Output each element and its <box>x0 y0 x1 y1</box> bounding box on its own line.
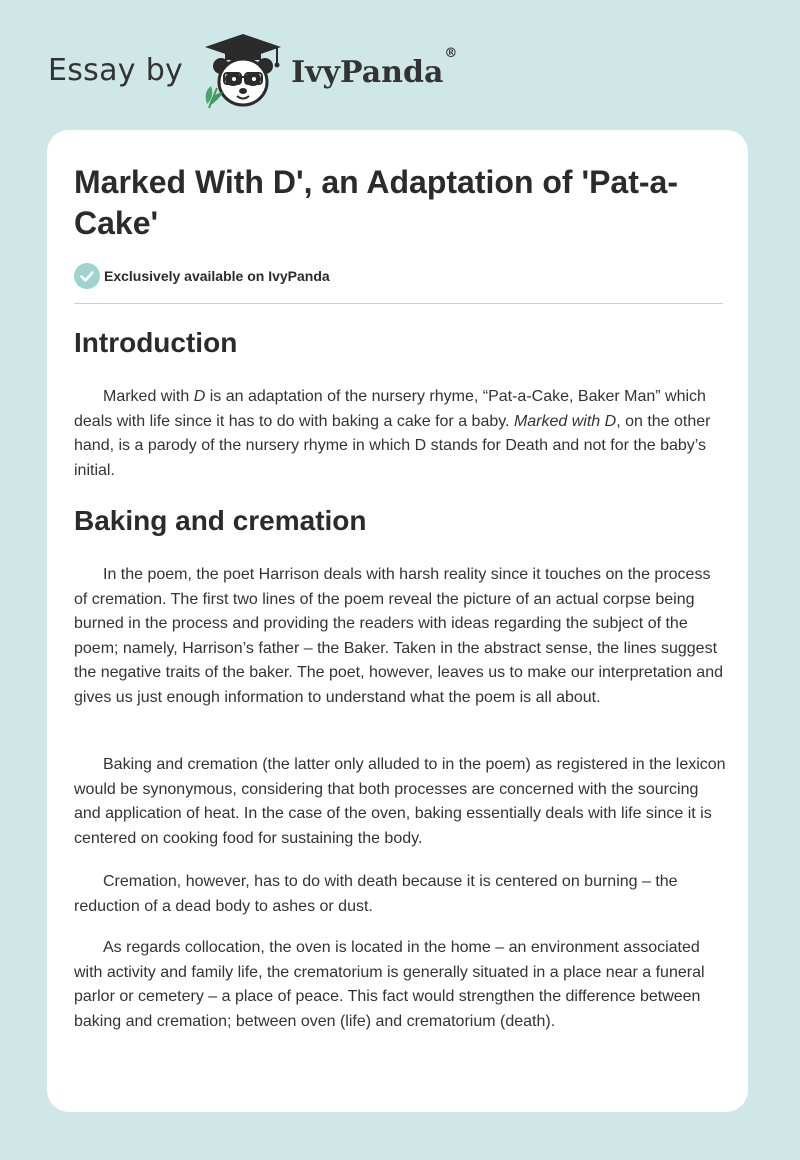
paragraph: Cremation, however, has to do with death because it is centered on burning – the reduction of a dead body to ashes or dust. <box>74 873 678 915</box>
page-title: Marked With D', an Adaptation of 'Pat-a-Cake' <box>74 164 678 241</box>
paragraph: Baking and cremation (the latter only alluded to in the poem) as registered in the lexicon would be synonymous, considering that both processes are concerned with the sourcing and application of heat. In the case of the oven, baking essentially deals with life since it is centered on cooking food for sustaining the body. <box>74 756 726 847</box>
check-circle-icon <box>74 263 100 289</box>
essay-by-label: Essay by <box>48 52 184 88</box>
paragraph: As regards collocation, the oven is located in the home – an environment associated with activity and family life, the crematorium is generally situated in a place near a funeral parlor or cemetery – a place of peace. This fact would strengthen the difference between baking and cremation; between oven (life) and crematorium (death). <box>74 939 705 1030</box>
paragraph: In the poem, the poet Harrison deals with harsh reality since it touches on the process of cremation. The first two lines of the poem reveal the picture of an actual corpse being burned in the process and providing the readers with ideas regarding the subject of the poem; namely, Harrison’s father – the Baker. Taken in the abstract sense, the lines suggest the negative traits of the baker. The poet, however, leaves us to make our interpretation and gives us just enough information to understand what the poem is all about. <box>74 566 723 706</box>
site-header <box>48 30 457 110</box>
registered-mark: ® <box>444 45 458 61</box>
intro-paragraph: Marked with D is an adaptation of the nursery rhyme, “Pat-a-Cake, Baker Man” which deals with life since it has to do with baking a cake for a baby. Marked with D, on the other hand, is a parody of the nursery rhyme in which D stands for Death and not for the baby’s initial. <box>74 388 711 479</box>
panda-graduate-icon[interactable] <box>197 30 289 110</box>
brand-name[interactable]: IvyPanda® <box>291 45 458 90</box>
section-heading-baking-and-cremation: Baking and cremation <box>74 505 367 536</box>
italic-d: D <box>193 388 206 405</box>
section-heading-introduction: Introduction <box>74 327 238 358</box>
divider <box>74 303 723 304</box>
italic-marked-with-d: Marked with D <box>513 412 617 430</box>
exclusive-badge <box>74 263 330 289</box>
essay-card <box>47 130 748 1112</box>
badge-text: Exclusively available on IvyPanda <box>104 268 330 284</box>
